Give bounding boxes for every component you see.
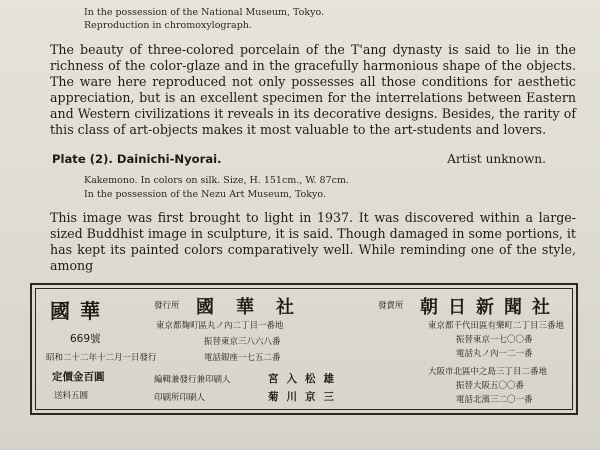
magazine-name: 國華 bbox=[50, 299, 110, 323]
publisher-name: 國華社 bbox=[196, 297, 316, 318]
colophon-box bbox=[30, 283, 578, 415]
plate-heading bbox=[52, 152, 552, 166]
editor-label: 編輯兼發行兼印刷人 bbox=[154, 375, 231, 385]
price: 定價金百圓 bbox=[52, 371, 105, 383]
publisher-address: 東京都麹町區丸ノ內二丁目一番地 bbox=[156, 321, 284, 331]
publisher-phone: 電話銀座一七五二番 bbox=[204, 353, 281, 363]
editor-name: 宮入松雄 bbox=[268, 373, 342, 385]
plate-artist: Artist unknown. bbox=[447, 152, 546, 166]
seller-transfer-osaka: 振替大阪五〇〇番 bbox=[456, 381, 525, 391]
issue-date: 昭和二十二年十二月一日發行 bbox=[46, 353, 157, 363]
seller-address-tokyo: 東京都千代田區有樂町二丁目三番地 bbox=[428, 321, 565, 331]
seller-phone-tokyo: 電話丸ノ內一二一番 bbox=[456, 349, 533, 359]
seller-phone-osaka: 電話北濱三二〇一番 bbox=[456, 395, 533, 405]
seller-address-osaka: 大阪市北區中之島三丁目二番地 bbox=[428, 367, 548, 377]
issue-number: 669號 bbox=[70, 333, 101, 345]
colophon-inner-border bbox=[35, 288, 573, 410]
seller-transfer-tokyo: 振替東京一七〇〇番 bbox=[456, 335, 533, 345]
paragraph-dainichi: This image was first brought to light in 1937. It was discovered within a large-sized Buddhist image in sculpture, it is said. Though damaged in some portions, it has kept its painted colors comparatively well. While reminding one of the style, among bbox=[50, 210, 576, 273]
caption-possession-national-museum: In the possession of the National Museum, Tokyo. bbox=[84, 7, 325, 18]
printer-name: 菊川京三 bbox=[268, 391, 342, 403]
printer-label: 印刷所印刷人 bbox=[154, 393, 206, 403]
caption-reproduction: Reproduction in chromoxylograph. bbox=[84, 20, 252, 31]
plate-description: Kakemono. In colors on silk. Size, H. 151cm., W. 87cm. bbox=[84, 175, 349, 186]
plate-possession: In the possession of the Nezu Art Museum, Tokyo. bbox=[84, 189, 326, 200]
paragraph-tang-porcelain: The beauty of three-colored porcelain of the T'ang dynasty is said to lie in the richness of the color-glaze and in the gracefully harmonious shape of the objects. The ware here reproduced not only possesses all those conditions for aesthetic appreciation, but is an excellent specimen for the interrelations between Eastern and Western civilizations it reveals in its decorative designs. Besides, the rarity of this class of art-objects makes it most valuable to the art-students and lovers. bbox=[50, 42, 576, 137]
publisher-transfer: 振替東京三八六八番 bbox=[204, 337, 281, 347]
seller-label: 發賣所 bbox=[378, 301, 404, 311]
plate-title: Plate (2). Dainichi-Nyorai. bbox=[52, 152, 222, 166]
publisher-label: 發行所 bbox=[154, 301, 180, 311]
postage: 送料五圓 bbox=[54, 391, 89, 401]
seller-name: 朝日新聞社 bbox=[420, 297, 560, 318]
